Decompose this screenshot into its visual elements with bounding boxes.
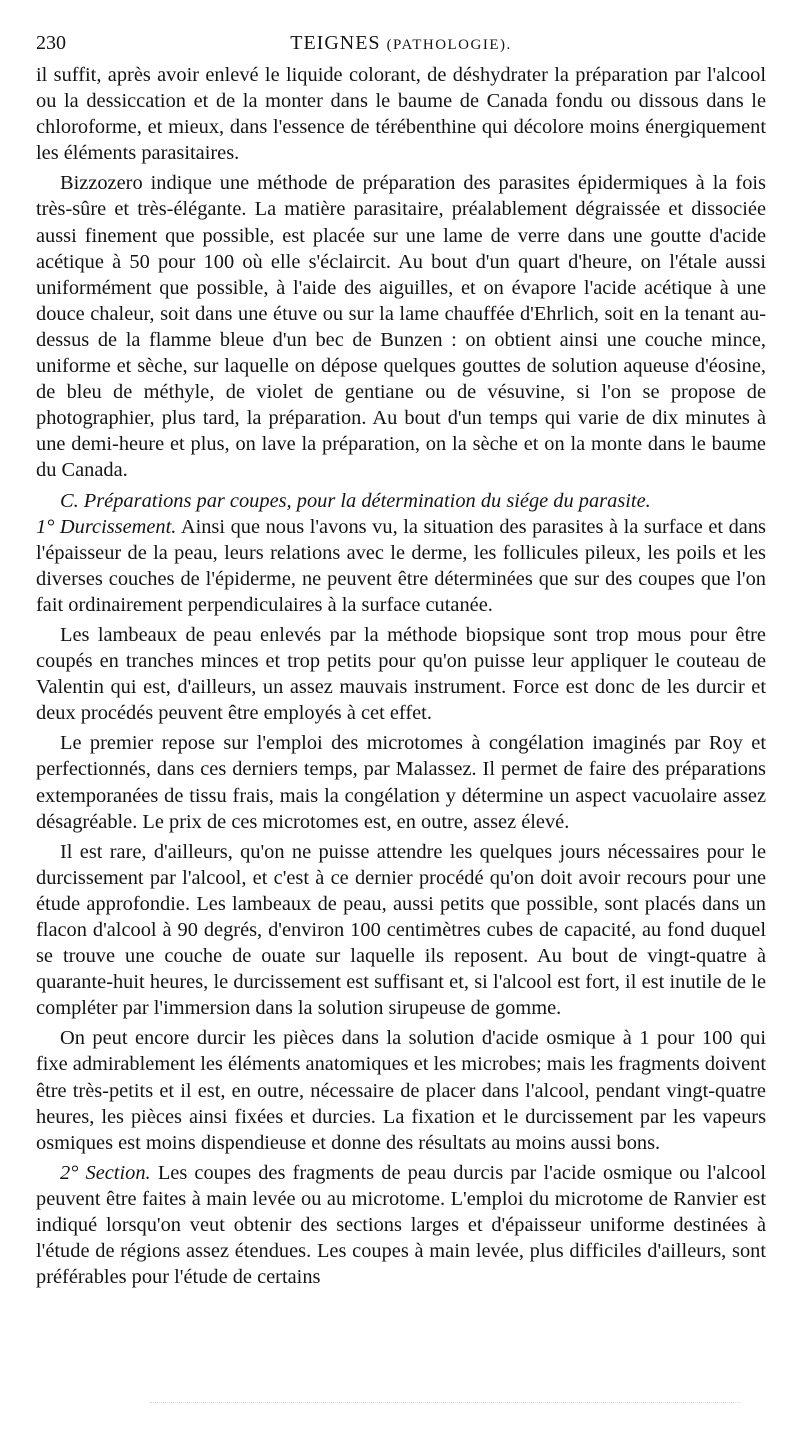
- subsection-label: 1° Durcissement.: [36, 515, 177, 538]
- paragraph: [36, 514, 766, 618]
- footer-rule: [150, 1392, 740, 1403]
- paragraph: Bizzozero indique une méthode de préparation des parasites épidermiques à la fois très-sûre et très-élégante. La matière parasitaire, préalablement dégraissée et dissociée aussi finement que possible, est placée sur une lame de verre dans une goutte d'acide acétique à 50 pour 100 où elle s'éclaircit. Au bout d'un quart d'heure, on l'étale aussi uniformément que possible, à l'aide des aiguilles, et on évapore l'acide acétique à une douce chaleur, soit dans une étuve ou sur la lame chauffée d'Ehrlich, soit en la tenant au-dessus de la flamme bleue d'un bec de Bunzen : on obtient ainsi une couche mince, uniforme et sèche, sur laquelle on dépose quelques gouttes de solution aqueuse d'éosine, de bleu de méthyle, de violet de gentiane ou de vésuvine, si l'on se propose de photographier, plus tard, la préparation. Au bout d'un temps qui varie de dix minutes à une demi-heure et plus, on lave la préparation, on la sèche et on la monte dans le baume du Canada.: [36, 172, 766, 482]
- paragraph: Il est rare, d'ailleurs, qu'on ne puisse attendre les quelques jours nécessaires pour le durcissement par l'alcool, et c'est à ce dernier procédé qu'on doit avoir recours pour une étude approfondie. Les lambeaux de peau, aussi petits que possible, sont placés dans un flacon d'alcool à 90 degrés, d'environ 100 centimètres cubes de capacité, au fond duquel se trouve une couche de ouate sur laquelle ils reposent. Au bout de vingt-quatre à quarante-huit heures, le durcissement est suffisant et, si l'alcool est fort, il est inutile de le compléter par l'immersion dans la solution sirupeuse de gomme.: [36, 840, 766, 1020]
- running-title-sub: (PATHOLOGIE).: [386, 37, 512, 53]
- paragraph: il suffit, après avoir enlevé le liquide colorant, de déshydrater la préparation par l'alcool ou la dessiccation et de la monter dans le baume de Canada fondu ou dissous dans le chloroforme, et mieux, dans l'essence de térébenthine qui décolore moins énergiquement les éléments parasitaires.: [36, 64, 766, 165]
- paragraph-text: Les coupes des fragments de peau durcis par l'acide osmique ou l'alcool peuvent être faites à main levée ou au microtome. L'emploi du microtome de Ranvier est indiqué lorsqu'on veut obtenir des sections larges et d'épaisseur uniforme destinées à l'étude de régions assez étendues. Les coupes à main levée, plus difficiles d'ailleurs, sont préférables pour l'étude de certains: [36, 1161, 766, 1289]
- subsection-label: 2° Section.: [60, 1161, 151, 1184]
- paragraph: On peut encore durcir les pièces dans la solution d'acide osmique à 1 pour 100 qui fixe admirablement les éléments anatomiques et les microbes; mais les fragments doivent être très-petits et il est, en outre, nécessaire de placer dans l'alcool, pendant vingt-quatre heures, les pièces ainsi fixées et durcies. La fixation et le durcissement par les vapeurs osmiques est moins dispendieuse et donne des résultats au moins aussi bons.: [36, 1027, 766, 1154]
- page-number: 230: [36, 32, 66, 54]
- paragraph: [36, 1160, 766, 1290]
- running-head: [36, 28, 766, 58]
- running-title-main: TEIGNES: [290, 32, 381, 54]
- paragraph: Le premier repose sur l'emploi des microtomes à congélation imaginés par Roy et perfectionnés, dans ces derniers temps, par Malassez. Il permet de faire des préparations extemporanées de tissu frais, mais la congélation y détermine un aspect vacuolaire assez désagréable. Le prix de ces microtomes est, en outre, assez élevé.: [36, 732, 766, 833]
- paragraph: Les lambeaux de peau enlevés par la méthode biopsique sont trop mous pour être coupés en tranches minces et trop petits pour qu'on puisse leur appliquer le couteau de Valentin qui est, d'ailleurs, un assez mauvais instrument. Force est donc de les durcir et deux procédés peuvent être employés à cet effet.: [36, 623, 766, 725]
- section-heading: C. Préparations par coupes, pour la détermination du siége du parasite.: [60, 489, 651, 512]
- body-text: [36, 62, 766, 1290]
- paragraph-text: Ainsi que nous l'avons vu, la situation des parasites à la surface et dans l'épaisseur de la peau, leurs relations avec le derme, les follicules pileux, les poils et les diverses couches de l'épiderme, ne peuvent être déterminées que sur des coupes que l'on fait ordinairement perpendiculaires à la surface cutanée.: [36, 515, 766, 616]
- running-title: [36, 28, 766, 60]
